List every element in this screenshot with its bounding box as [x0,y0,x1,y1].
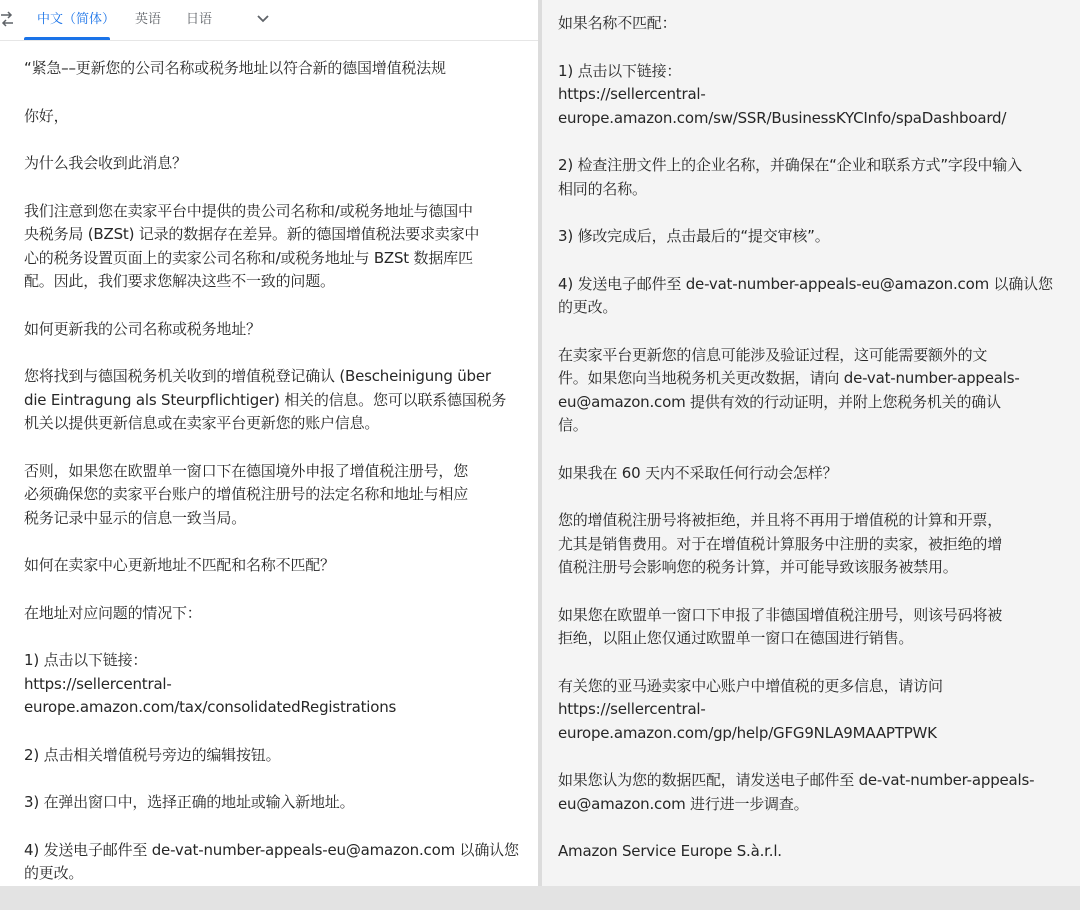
paragraph-link: 1) 点击以下链接： https://sellercentral- europe.amazon.com/sw/SSR/BusinessKYCInfo/spaDashboard/ [558,61,1007,127]
chevron-down-icon[interactable] [255,13,271,25]
paragraph-link: 1) 点击以下链接： https://sellercentral- europe.amazon.com/tax/consolidatedRegistrations [24,651,397,716]
paragraph: 你好， [24,106,69,125]
paragraph: 2) 点击相关增值税号旁边的编辑按钮。 [24,745,281,764]
paragraph: 否则，如果您在欧盟单一窗口下在德国境外申报了增值税注册号，您 必须确保您的卖家平台账户的增值税注册号的法定名称和地址与相应 税务记录中显示的信息一致当局。 [24,461,469,527]
paragraph: 在卖家平台更新您的信息可能涉及验证过程，这可能需要额外的文 件。如果您向当地税务机关更改数据，请向 de-vat-number-appeals- eu@amazon.com 提供有效的行动证明，并附上您税务机关的确认 信。 [558,345,1020,434]
paragraph: 如果名称不匹配： [558,14,677,32]
paragraph: 如何在卖家中心更新地址不匹配和名称不匹配？ [24,556,335,574]
paragraph: 您的增值税注册号将被拒绝，并且将不再用于增值税的计算和开票， 尤其是销售费用。对于在增值税计算服务中注册的卖家，被拒绝的增 值税注册号会影响您的税务计算，并可能导致该服务被禁用。 [558,511,1003,576]
paragraph: 4) 发送电子邮件至 de-vat-number-appeals-eu@amazon.com 以确认您 的更改。 [24,840,519,882]
paragraph: 4) 发送电子邮件至 de-vat-number-appeals-eu@amazon.com 以确认您 的更改。 [558,274,1053,316]
tab-chinese-simplified[interactable]: 中文（简体） [37,12,116,27]
active-tab-indicator [24,37,110,40]
paragraph: 如果您认为您的数据匹配，请发送电子邮件至 de-vat-number-appeals- eu@amazon.com 进行进一步调查。 [558,771,1035,813]
paragraph: 您将找到与德国税务机关收到的增值税登记确认 (Bescheinigung über die Eintragung als Steurpflichtiger) 相关的信息。您可以联系德国税务 机关以提供更新信息或在卖家平台更新您的账户信息。 [24,367,507,432]
paragraph: 3) 在弹出窗口中，选择正确的地址或输入新地址。 [24,793,355,811]
swap-icon[interactable] [0,10,14,28]
tab-english[interactable]: 英语 [135,12,162,27]
paragraph: 我们注意到您在卖家平台中提供的贵公司名称和/或税务地址与德国中 央税务局 (BZSt) 记录的数据存在差异。新的德国增值税法要求卖家中 心的税务设置页面上的卖家公司名称和/或税务地址与 BZSt 数据库匹 配。因此，我们要求您解决这些不一致的问题。 [24,201,480,290]
tab-japanese[interactable]: 日语 [186,12,213,27]
right-text-body [558,12,1063,888]
paragraph: 3) 修改完成后，点击最后的“提交审核”。 [558,227,830,245]
paragraph: 如何更新我的公司名称或税务地址？ [24,319,261,338]
paragraph: 在地址对应问题的情况下： [24,603,202,622]
left-text-body [24,57,524,910]
paragraph: 如果我在 60 天内不采取任何行动会怎样？ [558,463,838,482]
language-toolbar [0,0,538,41]
paragraph: 2) 检查注册文件上的企业名称，并确保在“企业和联系方式”字段中输入 相同的名称。 [558,156,1022,198]
paragraph: 为什么我会收到此消息？ [24,154,187,172]
signature: Amazon Service Europe S.à.r.l. [558,842,782,860]
translation-source-panel [0,0,538,886]
paragraph: “紧急––更新您的公司名称或税务地址以符合新的德国增值税法规 [24,59,446,77]
paragraph: 如果您在欧盟单一窗口下申报了非德国增值税注册号，则该号码将被 拒绝，以阻止您仅通过欧盟单一窗口在德国进行销售。 [558,605,1003,647]
paragraph-link: 有关您的亚马逊卖家中心账户中增值税的更多信息，请访问 https://sellercentral- europe.amazon.com/gp/help/GFG9NLA9MAAPTPWK [558,676,943,742]
